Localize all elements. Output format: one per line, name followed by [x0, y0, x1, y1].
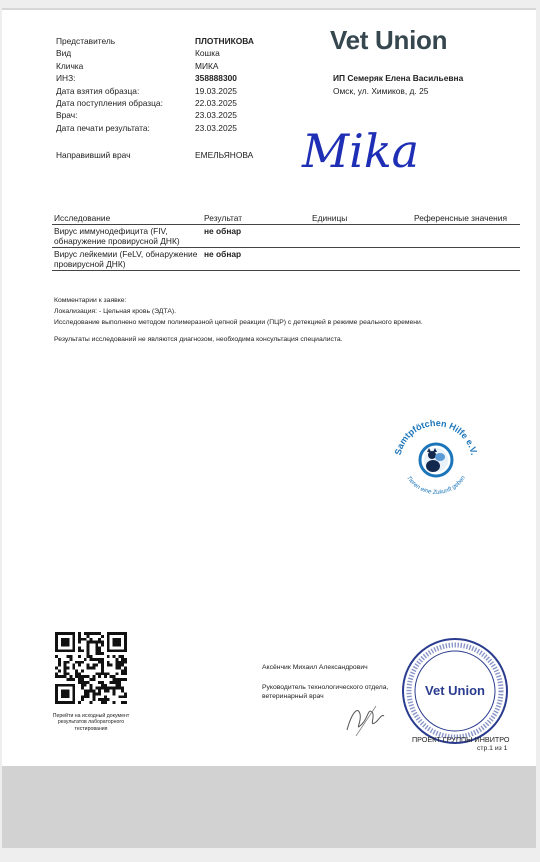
info-value: 23.03.2025 — [195, 122, 237, 133]
info-row — [56, 73, 306, 85]
info-value: 19.03.2025 — [195, 85, 237, 96]
comments-localization: Локализация: - Цельная кровь (ЭДТА). — [54, 308, 177, 315]
page-number: стр.1 из 1 — [477, 745, 508, 752]
signatory-name: Аксёнчик Михаил Александрович — [262, 664, 368, 671]
header-result: Результат — [202, 212, 310, 225]
info-value: 22.03.2025 — [195, 97, 237, 108]
info-value: МИКА — [195, 60, 219, 71]
info-label: Дата поступления образца: — [56, 97, 163, 108]
test-reference — [412, 248, 520, 271]
info-row — [56, 36, 306, 48]
samtpfoetchen-logo — [386, 410, 486, 510]
info-label: Врач: — [56, 110, 78, 121]
comments-block — [54, 296, 524, 344]
header-test: Исследование — [52, 212, 202, 225]
handwritten-name: Mika — [302, 124, 420, 178]
info-value: Кошка — [195, 48, 220, 59]
referrer-label: Направивший врач — [56, 150, 131, 161]
lab-address: Омск, ул. Химиков, д. 25 — [333, 86, 429, 96]
test-units — [310, 248, 412, 271]
stamp-seal-icon — [400, 636, 510, 746]
info-value: ПЛОТНИКОВА — [195, 36, 254, 46]
info-label: ИНЗ: — [56, 73, 76, 84]
test-units — [310, 225, 412, 248]
info-row — [56, 123, 306, 135]
referrer-value: ЕМЕЛЬЯНОВА — [195, 150, 254, 161]
info-value: 23.03.2025 — [195, 110, 237, 121]
info-label: Представитель — [56, 36, 116, 46]
table-header-row — [52, 212, 520, 225]
viewer-background — [2, 766, 536, 848]
logo-top-text: Samtpfötchen Hilfe e.V. — [392, 417, 480, 457]
lab-name: ИП Семеряк Елена Васильевна — [333, 73, 464, 83]
vet-union-logo: Vet Union — [330, 25, 448, 55]
signature-icon — [342, 700, 387, 740]
test-name: Вирус лейкемии (FeLV, обнаружение провирусной ДНК) — [52, 248, 202, 271]
header-units: Единицы — [310, 212, 412, 225]
comments-disclaimer: Результаты исследований не являются диагнозом, необходима консультация специалиста. — [54, 336, 343, 343]
info-row — [56, 110, 306, 122]
comments-method: Исследование выполнено методом полимеразной цепной реакции (ПЦР) с детекцией в режиме реального времени. — [54, 319, 423, 326]
info-label: Кличка — [56, 60, 84, 71]
signatory-position: Руководитель технологического отдела, ветеринарный врач — [262, 684, 389, 700]
table-row — [52, 225, 520, 248]
test-result: не обнар — [202, 225, 310, 248]
logo-bottom-text: Tieren eine Zukunft geben — [405, 475, 467, 497]
info-row — [56, 61, 306, 73]
qr-caption: Перейти на исходный документ результатов лабораторного тестирования — [52, 713, 130, 732]
info-row — [56, 86, 306, 98]
test-result: не обнар — [202, 248, 310, 271]
project-label: ПРОЕКТ ГРУППЫ ИНВИТРО — [412, 735, 510, 744]
qr-code-icon[interactable] — [55, 632, 127, 704]
stamp-logo: Vet Union — [425, 683, 485, 698]
info-value: 358888300 — [195, 73, 237, 84]
test-reference — [412, 225, 520, 248]
patient-info — [56, 36, 306, 161]
info-row — [56, 98, 306, 110]
header-reference: Референсные значения — [412, 212, 520, 225]
comments-title: Комментарии к заявке: — [54, 297, 127, 304]
svg-text:Tieren eine Zukunft geben — [405, 475, 467, 496]
info-label: Дата печати результата: — [56, 122, 150, 133]
test-name: Вирус иммунодефицита (FIV, обнаружение провирусной ДНК) — [52, 225, 202, 248]
info-row — [56, 48, 306, 60]
table-row — [52, 248, 520, 271]
results-table — [52, 212, 520, 271]
info-label: Дата взятия образца: — [56, 85, 140, 96]
info-label: Вид — [56, 48, 72, 59]
